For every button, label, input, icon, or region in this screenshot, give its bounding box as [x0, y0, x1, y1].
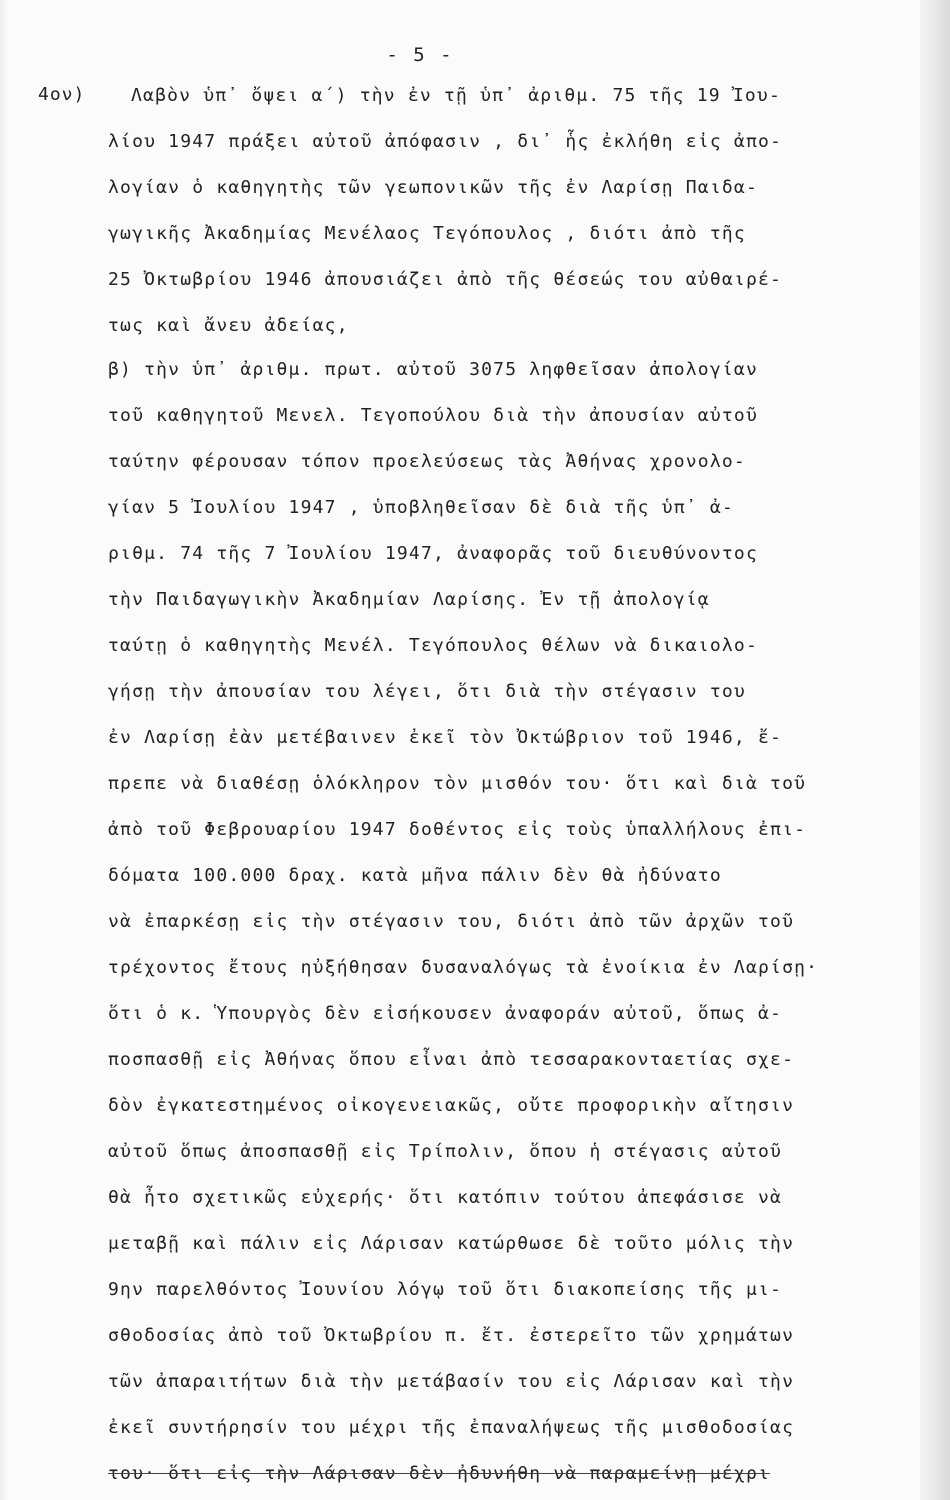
text-line: ταύτῃ ὁ καθηγητὴς Μενέλ. Τεγόπουλος θέλων νὰ δικαιολο- [108, 635, 758, 656]
text-line: ριθμ. 74 τῆς 7 Ἰουλίου 1947, ἀναφορᾶς τοῦ διευθύνοντος [108, 543, 758, 564]
text-line: ἐκεῖ συντήρησίν του μέχρι τῆς ἐπαναλήψεως τῆς μισθοδοσίας [108, 1417, 795, 1438]
text-line: ταύτην φέρουσαν τόπον προελεύσεως τὰς Ἀθήνας χρονολο- [108, 451, 746, 472]
text-line: δόματα 100.000 δραχ. κατὰ μῆνα πάλιν δὲν θὰ ἠδύνατο [108, 865, 722, 886]
text-line: γωγικῆς Ἀκαδημίας Μενέλαος Τεγόπουλος , διότι ἀπὸ τῆς [108, 223, 746, 244]
text-line: μεταβῇ καὶ πάλιν εἰς Λάρισαν κατώρθωσε δὲ τοῦτο μόλις τὴν [108, 1233, 795, 1254]
text-line: ἐν Λαρίσῃ ἐὰν μετέβαινεν ἐκεῖ τὸν Ὀκτώβριον τοῦ 1946, ἔ- [108, 727, 783, 748]
text-line: ὅτι ὁ κ. Ὑπουργὸς δὲν εἰσήκουσεν ἀναφοράν αὐτοῦ, ὅπως ἀ- [108, 1003, 783, 1024]
text-line: ποσπασθῇ εἰς Ἀθήνας ὅπου εἶναι ἀπὸ τεσσαρακονταετίας σχε- [108, 1049, 795, 1070]
text-line: αὐτοῦ ὅπως ἀποσπασθῇ εἰς Τρίπολιν, ὅπου ἡ στέγασις αὐτοῦ [108, 1141, 783, 1162]
text-line: γίαν 5 Ἰουλίου 1947 , ὑποβληθεῖσαν δὲ διὰ τῆς ὑπ᾿ ἀ- [108, 497, 734, 518]
text-line: σθοδοσίας ἀπὸ τοῦ Ὀκτωβρίου π. ἔτ. ἐστερεῖτο τῶν χρημάτων [108, 1325, 795, 1346]
text-line: τοῦ καθηγητοῦ Μενελ. Τεγοπούλου διὰ τὴν ἀπουσίαν αὐτοῦ [108, 405, 758, 426]
text-line: δὸν ἐγκατεστημένος οἰκογενειακῶς, οὔτε προφορικὴν αἴτησιν [108, 1095, 795, 1116]
text-line: τως καὶ ἄνευ ἀδείας, [108, 315, 349, 336]
page-number: - 5 - [386, 44, 454, 66]
text-line: 9ην παρελθόντος Ἰουνίου λόγῳ τοῦ ὅτι διακοπείσης τῆς μι- [108, 1279, 783, 1300]
text-line: 25 Ὀκτωβρίου 1946 ἀπουσιάζει ἀπὸ τῆς θέσεώς του αὐθαιρέ- [108, 269, 783, 290]
text-line: τῶν ἀπαραιτήτων διὰ τὴν μετάβασίν του εἰς Λάρισαν καὶ τὴν [108, 1371, 795, 1392]
text-line: λογίαν ὁ καθηγητὴς τῶν γεωπονικῶν τῆς ἐν Λαρίσῃ Παιδα- [108, 177, 758, 198]
text-line: νὰ ἐπαρκέσῃ εἰς τὴν στέγασιν του, διότι ἀπὸ τῶν ἀρχῶν τοῦ [108, 911, 795, 932]
text-line: ἀπὸ τοῦ Φεβρουαρίου 1947 δοθέντος εἰς τοὺς ὑπαλλήλους ἐπι- [108, 819, 807, 840]
text-line: β) τὴν ὑπ᾿ ἀριθμ. πρωτ. αὐτοῦ 3075 ληφθεῖσαν ἀπολογίαν [108, 359, 758, 380]
item-label: 4ον) [38, 84, 86, 105]
text-line: λίου 1947 πράξει αὐτοῦ ἀπόφασιν , δι᾿ ἧς ἐκλήθη εἰς ἀπο- [108, 131, 783, 152]
text-line: Λαβὸν ὑπ᾿ ὄψει α΄) τὴν ἐν τῇ ὑπ᾿ ἀριθμ. 75 τῆς 19 Ἰου- [131, 85, 781, 106]
text-line: τὴν Παιδαγωγικὴν Ἀκαδημίαν Λαρίσης. Ἐν τῇ ἀπολογίᾳ [108, 589, 710, 610]
text-line: πρεπε νὰ διαθέσῃ ὁλόκληρον τὸν μισθόν του· ὅτι καὶ διὰ τοῦ [108, 773, 807, 794]
text-line: γήσῃ τὴν ἀπουσίαν του λέγει, ὅτι διὰ τὴν στέγασιν του [108, 681, 746, 702]
text-line: τρέχοντος ἔτους ηὐξήθησαν δυσαναλόγως τὰ ἐνοίκια ἐν Λαρίσῃ· [108, 957, 819, 978]
text-line: του· ὅτι εἰς τὴν Λάρισαν δὲν ἠδυνήθη νὰ παραμείνῃ μέχρι [108, 1463, 771, 1484]
text-line: θὰ ἦτο σχετικῶς εὐχερής· ὅτι κατόπιν τούτου ἀπεφάσισε νὰ [108, 1187, 783, 1208]
